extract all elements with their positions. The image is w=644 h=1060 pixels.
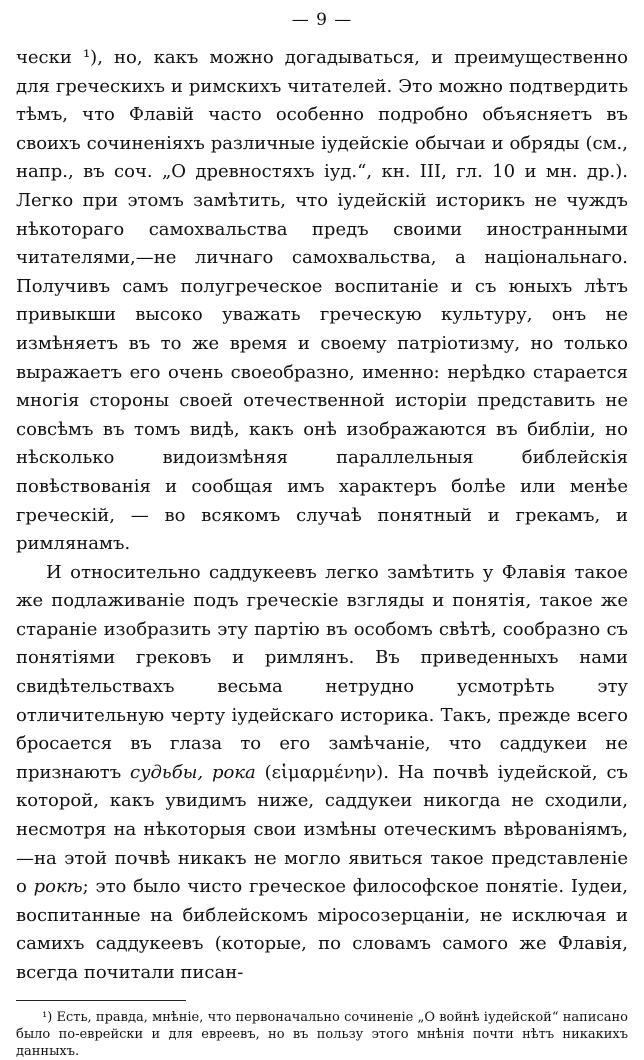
paragraph-1: чески ¹), но, какъ можно догадываться, и преимущественно для греческихъ и римскихъ читателей. Это можно подтвердить тѣмъ, что Флавій часто особенно подробно объясняетъ въ своихъ сочиненіяхъ различные іудейскіе обычаи и обряды (см., напр., въ соч. „О древностяхъ іуд.“, кн. III, гл. 10 и мн. др.). Легко при этомъ замѣтить, что іудейскій историкъ не чуждъ нѣкотораго самохвальства предъ своими иностранными читателями,—не личнаго самохвальства, а національнаго. Получивъ самъ полугреческое воспитаніе и съ юныхъ лѣтъ привыкши высоко уважать греческую культуру, онъ не измѣняетъ въ то же время и своему патріотизму, но только выражаетъ его очень своеобразно, именно: нерѣдко старается многія стороны своей отечественной исторіи представить не совсѣмъ въ томъ видѣ, какъ онѣ изображаются въ библіи, но нѣсколько видоизмѣняя параллельныя библейскія повѣствованія и сообщая имъ характеръ болѣе или менѣе греческій, — во всякомъ случаѣ понятный и грекамъ, и римлянамъ.	[16, 47, 628, 555]
footnote: ¹) Есть, правда, мнѣніе, что первоначально сочиненіе „О войнѣ іудейской“ написано было по-еврейски и для евреевъ, но въ пользу этого мнѣнія почти нѣтъ никакихъ данныхъ.	[16, 1009, 628, 1059]
paragraph-2-italic-fate: судьбы, рока	[130, 761, 256, 783]
paragraph-2-text-b: (εἱμαρμένην). На почвѣ іудейской, съ которой, какъ увидимъ ниже, саддукеи никогда не сходили, несмотря на нѣкоторыя свои измѣны отеческимъ вѣрованіямъ,—на этой почвѣ никакъ не могло явиться такое представленіе о	[16, 761, 628, 898]
paragraph-2-text-c: ; это было чисто греческое философское понятіе. Іудеи, воспитанные на библейскомъ міросозерцаніи, не исключая и самихъ саддукеевъ (которые, по словамъ самого же Флавія, всегда почитали писан-	[16, 876, 628, 983]
paragraph-2-text-a: И относительно саддукеевъ легко замѣтить у Флавія такое же подлаживаніе подъ греческіе взгляды и понятія, такое же стараніе изобразить эту партію въ особомъ свѣтѣ, сообразно съ понятіями грековъ и римлянъ. Въ приведенныхъ нами свидѣтельствахъ весьма нетрудно усмотрѣть эту отличительную черту іудейскаго историка. Такъ, прежде всего бросается въ глаза то его замѣчаніе, что саддукеи не признаютъ	[16, 561, 628, 783]
page-number: — 9 —	[291, 10, 353, 30]
footnote-rule	[16, 1000, 186, 1001]
document-page	[16, 10, 628, 1059]
paragraph-2-italic-rok: рокѣ	[33, 876, 83, 898]
paragraph-2	[16, 559, 628, 988]
